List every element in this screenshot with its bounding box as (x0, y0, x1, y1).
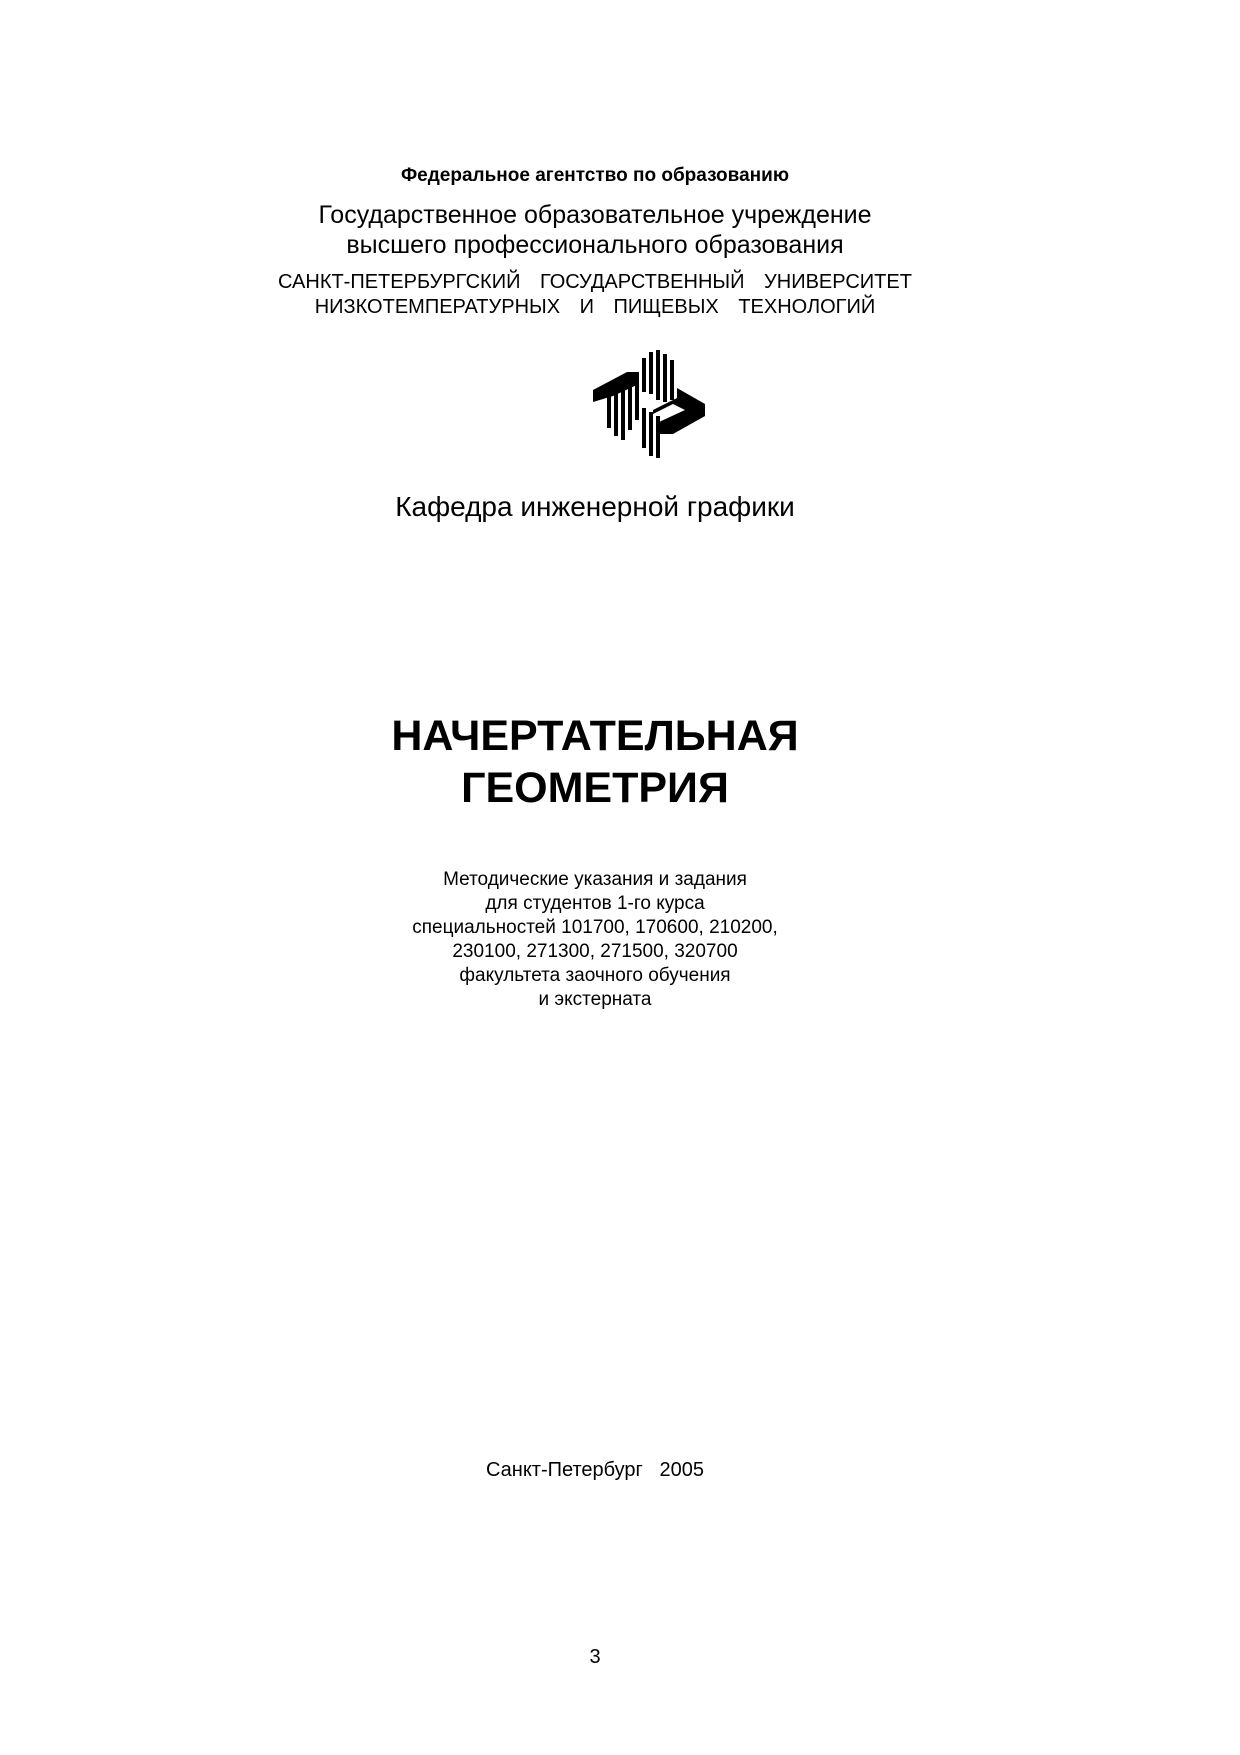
document-description (0, 868, 1190, 1012)
description-line: 230100, 271300, 271500, 320700 (452, 941, 738, 962)
document-title-line-1: НАЧЕРТАТЕЛЬНАЯ (391, 712, 799, 760)
description-line: специальностей 101700, 170600, 210200, (412, 917, 778, 938)
university-name-line-2: НИЗКОТЕМПЕРАТУРНЫХ И ПИЩЕВЫХ ТЕХНОЛОГИЙ (314, 296, 876, 318)
agency-name: Федеральное агентство по образованию (400, 165, 790, 186)
institution-line-2: высшего профессионального образования (346, 231, 844, 259)
description-line: Методические указания и задания (443, 869, 747, 890)
description-line: факультета заочного обучения (459, 965, 731, 986)
description-line: для студентов 1-го курса (485, 893, 705, 914)
publication-place-year: Санкт-Петербург 2005 (485, 1459, 705, 1481)
description-line: и экстерната (538, 989, 652, 1010)
university-name-line-1: САНКТ-ПЕТЕРБУРГСКИЙ ГОСУДАРСТВЕННЫЙ УНИВЕРСИТЕТ (278, 271, 912, 293)
university-logo-icon (593, 350, 705, 458)
institution-line-1: Государственное образовательное учреждение (318, 201, 872, 229)
document-title-line-2: ГЕОМЕТРИЯ (461, 764, 729, 812)
page-number: 3 (589, 1646, 601, 1668)
department-name: Кафедра инженерной графики (395, 491, 795, 522)
